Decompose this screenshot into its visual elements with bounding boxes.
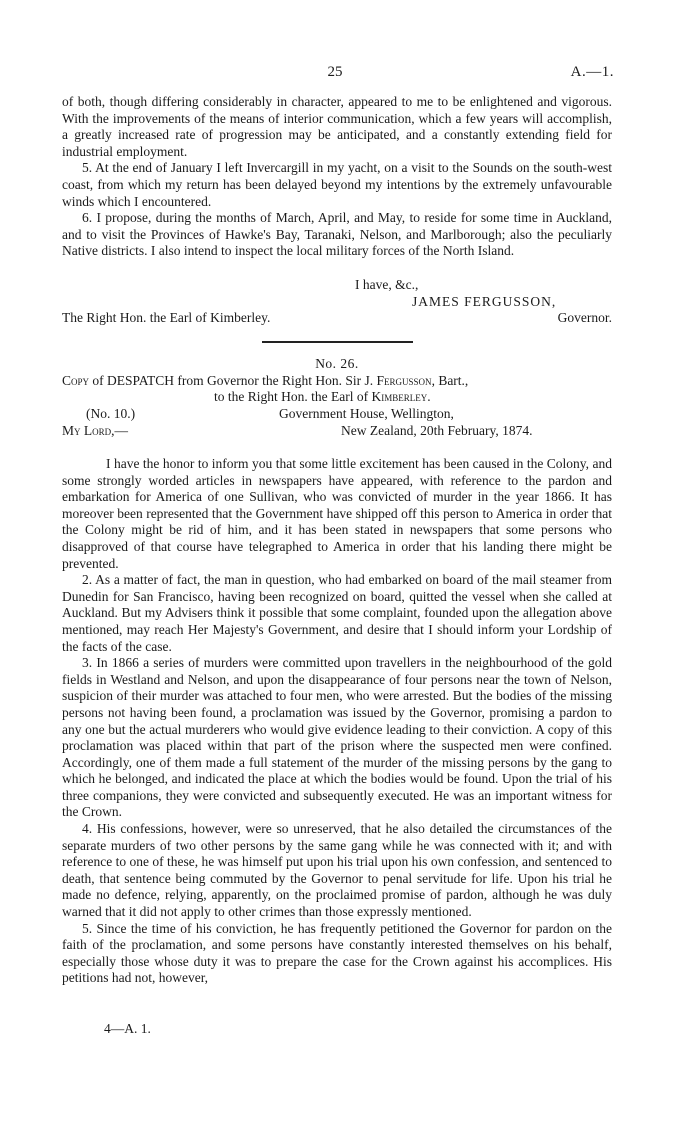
despatch-ref-number: (No. 10.) [86,405,136,421]
signature-addressee: The Right Hon. the Earl of Kimberley. [62,310,271,326]
paragraph: 2. As a matter of fact, the man in question, who had embarked on board of the mail steamer from Dunedin for San Francisco, having been recognized on board, quitted the vessel when she called at Auckland. But my Advisers think it possible that some complaint, founded upon the allegation above mentioned, may reach Her Majesty's Government, and desire that I should inform your Lordship of the facts of the case. [62,572,612,654]
despatch-number: No. 26. [315,356,359,371]
body-text-top [62,94,612,260]
paragraph: I have the honor to inform you that some little excitement has been caused in the Colony, and some strongly worded articles in newspapers have appeared, with reference to the pardon and embarkation for America of one Sullivan, who was convicted of murder in the year 1866. It has moreover been represented that the Government have shipped off this person to America in order that the Colony might be rid of him, and it has been stated in newspapers that some persons who disapproved of that course have telegraphed to America in order that his landing there might be prevented. [62,456,612,571]
section-divider [262,341,413,343]
despatch-heading [62,356,612,440]
despatch-title-line2: to the Right Hon. the Earl of Kimberley. [214,389,431,405]
signature-name: JAMES FERGUSSON, [412,293,557,309]
signature-closing: I have, &c., [355,277,419,292]
page-header [56,64,614,84]
document-reference: A.—1. [570,64,614,80]
paragraph: 5. Since the time of his conviction, he has frequently petitioned the Governor for pardon on the faith of the proclamation, and some persons have constantly interested themselves on his behalf, especially those whose duty it was to prepare the case for the Crown against his accomplices. His petitions had not, however, [62,920,612,986]
despatch-date: New Zealand, 20th February, 1874. [341,422,533,438]
paragraph: of both, though differing considerably in character, appeared to me to be enlightened and vigorous. With the improvements of the means of interior communication, which a few years will accomplish, a greatly increased rate of progression may be anticipated, and a constantly extending field for industrial employment. [62,94,612,159]
paragraph: 3. In 1866 a series of murders were committed upon travellers in the neighbourhood of the gold fields in Westland and Nelson, and upon the disappearance of four persons near the town of Nelson, suspicion of their murder was attached to four men, who were arrested. But the bodies of the missing persons not having been found, a proclamation was issued by the Governor, promising a pardon to any one but the actual murderers who would give evidence leading to their conviction. A copy of this proclamation was placed within that part of the prison where the suspected men were confined. Accordingly, one of them made a full statement of the murder of the missing persons by the gang to which he belonged, and indicated the place at which the bodies would be found. Upon the trial of his three companions, they were convicted and subsequently executed. He was an important witness for the Crown. [62,655,612,820]
body-text-despatch [62,456,612,987]
paragraph: 5. At the end of January I left Invercargill in my yacht, on a visit to the Sounds on the south-west coast, from which my return has been delayed beyond my intentions by the extremely unfavourable winds which I encountered. [62,160,612,209]
paragraph: 6. I propose, during the months of March, April, and May, to reside for some time in Auckland, and to visit the Provinces of Hawke's Bay, Taranaki, Nelson, and Marlborough; also the peculiarly Native districts. I also intend to inspect the local military forces of the North Island. [62,210,612,259]
despatch-place: Government House, Wellington, [279,405,454,421]
despatch-title-line1: Copy of DESPATCH from Governor the Right Hon. Sir J. Fergusson, Bart., [62,372,469,388]
signature-mark: 4—A. 1. [104,1021,151,1036]
signature-title: Governor. [557,310,612,326]
page-number: 25 [327,64,343,80]
salutation: My Lord,— [62,422,129,438]
paragraph: 4. His confessions, however, were so unreserved, that he also detailed the circumstances of the separate murders of two other persons by the same gang while he was connected with it; and with reference to one of these, he was himself put upon his trial upon his own confession, and sentenced to death, that sentence being commuted by the Governor to penal servitude for life. Upon his trial he made no defence, relying, apparently, on the proclaimed promise of pardon, although he was duly warned that it did not apply to other crimes than those expressly mentioned. [62,821,612,920]
signature-block [62,277,612,327]
